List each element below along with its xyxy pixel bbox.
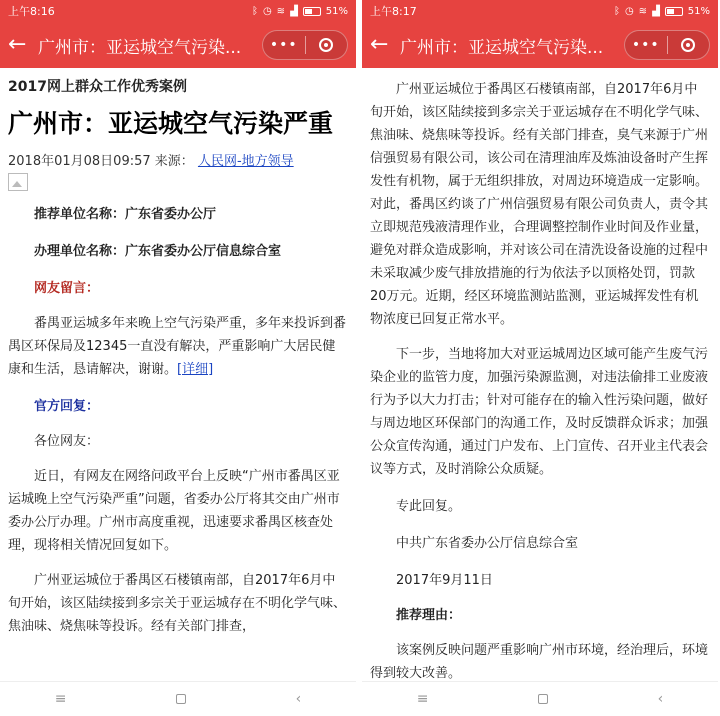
status-bar	[362, 0, 718, 22]
reply-closing: 专此回复。	[396, 499, 462, 514]
home-icon[interactable]	[538, 694, 548, 704]
battery-level: 51%	[687, 5, 710, 17]
message-heading: 网友留言：	[34, 281, 100, 296]
reply-heading: 官方回复：	[34, 399, 100, 414]
status-time: 上午8:17	[370, 5, 417, 18]
home-icon[interactable]	[176, 694, 186, 704]
clock-icon: ◷	[262, 5, 272, 17]
article-content	[362, 68, 718, 682]
battery-icon	[665, 7, 683, 16]
battery-level: 51%	[325, 5, 348, 17]
back-arrow-icon[interactable]: ←	[370, 32, 389, 57]
more-options-icon[interactable]: •••	[631, 37, 660, 53]
clock-icon: ◷	[624, 5, 634, 17]
article-category: 2017网上群众工作优秀案例	[8, 79, 187, 95]
nav-title: 广州市：亚运城空气污染...	[38, 37, 242, 58]
reply-paragraph-1: 近日，有网友在网络问政平台上反映“广州市番禺区亚运城晚上空气污染严重”问题，省委办公厅将其交由广州市委办公厅办理。广州市高度重视，迅速要求番禺区核查处理，现将相关情况回复如下。	[8, 469, 340, 553]
nav-bar	[362, 22, 718, 68]
signal-icon: ▟	[652, 5, 660, 17]
detail-link[interactable]: [详细]	[177, 362, 214, 377]
battery-icon	[303, 7, 321, 16]
back-icon[interactable]: ‹	[295, 691, 302, 707]
article-title: 广州市：亚运城空气污染严重	[8, 109, 334, 138]
close-miniprogram-icon[interactable]	[668, 38, 710, 52]
reply-signature: 中共广东省委办公厅信息综合室	[396, 536, 579, 551]
reason-text: 该案例反映问题严重影响广州市环境，经治理后，环境得到较大改善。	[370, 643, 709, 681]
wifi-icon: ≋	[638, 5, 648, 17]
image-placeholder-icon	[8, 173, 28, 191]
user-message-text: 番禺亚运城多年来晚上空气污染严重，多年来投诉到番禺区环保局及12345一直没有解决，严重影响广大居民健康和生活，恳请解决，谢谢。	[8, 316, 347, 377]
menu-icon[interactable]: ≡	[416, 691, 429, 707]
status-bar	[0, 0, 356, 22]
source-label: 来源：	[154, 154, 194, 169]
article-meta	[8, 150, 348, 169]
right-screen	[362, 0, 718, 716]
nav-bar	[0, 22, 356, 68]
reply-paragraph-3: 下一步，当地将加大对亚运城周边区域可能产生废气污染企业的监管力度，加强污染源监测，对违法偷排工业废液行为予以大力打击；针对可能存在的输入性污染问题，做好与周边地区环保部门的沟通工作，及时反馈群众诉求；加强公众宣传沟通，通过门户发布、上门宣传、召开业主代表会议等方式，及时消除公众质疑。	[370, 347, 709, 477]
handle-unit: 办理单位名称：广东省委办公厅信息综合室	[34, 244, 282, 259]
wifi-icon: ≋	[276, 5, 286, 17]
system-nav-bar	[0, 681, 356, 716]
back-icon[interactable]: ‹	[657, 691, 664, 707]
bluetooth-icon: ᛒ	[251, 5, 258, 17]
left-screen	[0, 0, 356, 716]
article-datetime: 2018年01月08日09:57	[8, 154, 151, 169]
status-icons	[252, 6, 348, 17]
user-message	[8, 312, 348, 381]
reply-paragraph-2: 广州亚运城位于番禺区石楼镇南部，自2017年6月中旬开始，该区陆续接到多宗关于亚运城存在不明化学气味、焦油味、烧焦味等投诉。经有关部门排查，	[8, 573, 347, 634]
article-content	[0, 68, 356, 682]
reason-heading: 推荐理由：	[396, 608, 462, 623]
back-arrow-icon[interactable]: ←	[8, 32, 27, 57]
signal-icon: ▟	[290, 5, 298, 17]
miniprogram-capsule	[262, 30, 348, 60]
status-time: 上午8:16	[8, 5, 55, 18]
bluetooth-icon: ᛒ	[613, 5, 620, 17]
miniprogram-capsule	[624, 30, 710, 60]
recommend-unit: 推荐单位名称：广东省委办公厅	[34, 207, 217, 222]
source-link[interactable]: 人民网-地方领导	[197, 154, 294, 169]
reply-greeting: 各位网友：	[34, 434, 100, 449]
reply-date: 2017年9月11日	[396, 573, 493, 588]
nav-title: 广州市：亚运城空气污染...	[400, 37, 604, 58]
more-options-icon[interactable]: •••	[269, 37, 298, 53]
close-miniprogram-icon[interactable]	[306, 38, 348, 52]
reply-paragraph-2: 广州亚运城位于番禺区石楼镇南部，自2017年6月中旬开始，该区陆续接到多宗关于亚运城存在不明化学气味、焦油味、烧焦味等投诉。经有关部门排查，臭气来源于广州信强贸易有限公司，该公司在清理油库及炼油设备时产生挥发性有机物，属于无组织排放，对周边环境造成一定影响。对此，番禺区约谈了广州信强贸易有限公司负责人，责令其立即规范残液清理作业，合理调整控制作业时间及作业量，避免对群众造成影响，并对该公司在清洗设备设施的过程中未采取减少废气排放措施的行为依法予以顶格处罚，罚款20万元。近期，经区环境监测站监测，亚运城挥发性有机物浓度已回复正常水平。	[370, 82, 709, 327]
system-nav-bar	[362, 681, 718, 716]
menu-icon[interactable]: ≡	[54, 691, 67, 707]
status-icons	[614, 6, 710, 17]
